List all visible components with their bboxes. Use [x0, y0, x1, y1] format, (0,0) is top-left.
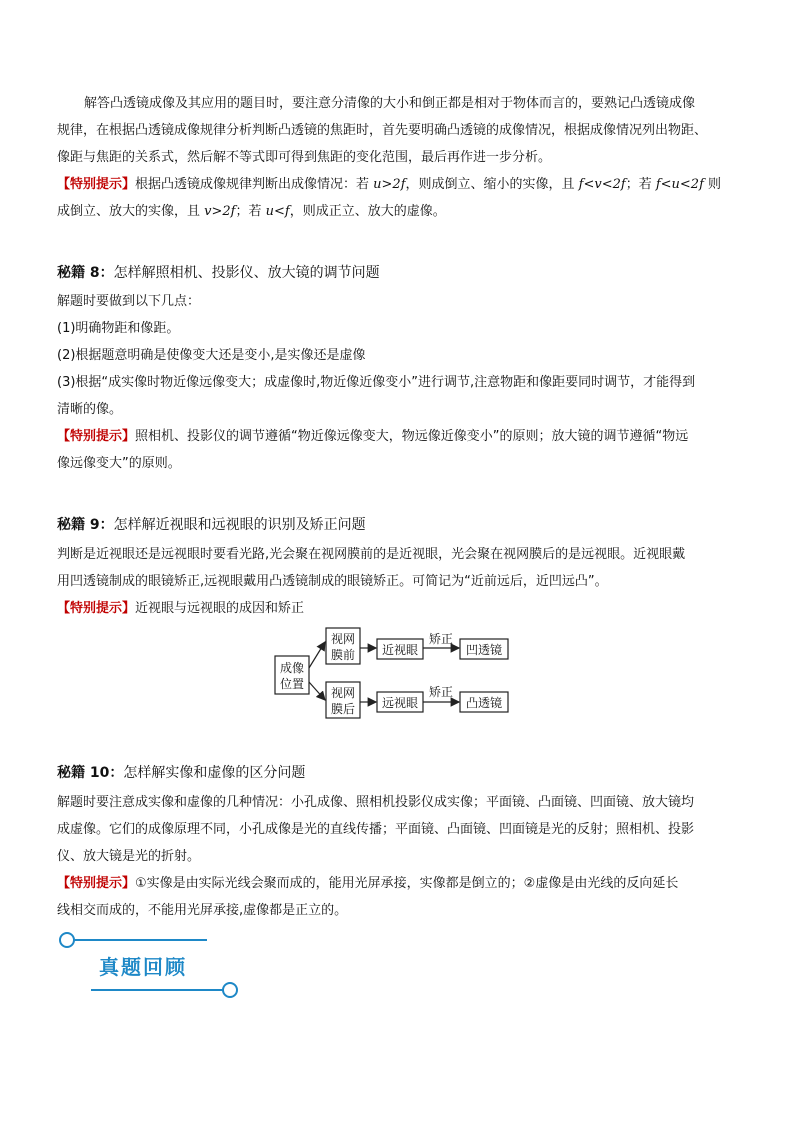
banner-circle-right	[223, 983, 237, 997]
hyperopia-label: 远视眼	[381, 696, 419, 710]
section-number: 秘籍 9：	[57, 517, 114, 533]
sec8-line-5: 清晰的像。	[57, 402, 123, 417]
tip-text: 根据凸透镜成像规律判断出成像情况：若	[135, 177, 374, 192]
tip-label: 【特别提示】	[57, 177, 136, 192]
sec10-line-3: 仪、放大镜是光的折射。	[57, 849, 201, 864]
section-10-heading	[57, 762, 305, 784]
sec9-tip-line-1	[57, 595, 747, 622]
section-8-body	[57, 288, 747, 477]
section-8-heading	[57, 262, 380, 284]
section-10-body	[57, 789, 747, 924]
section-title: 怎样解实像和虚像的区分问题	[123, 765, 306, 781]
section-title: 怎样解近视眼和远视眼的识别及矫正问题	[113, 517, 366, 533]
tip-label: 【特别提示】	[57, 601, 136, 616]
math-expr: f<v<2f	[578, 177, 626, 192]
sec8-tip-line-1	[57, 423, 747, 450]
tip-text: 则	[703, 177, 722, 192]
intro-line-2: 规律，在根据凸透镜成像规律分析判断凸透镜的焦距时，首先要明确凸透镜的成像情况，根据成像情况列出物距、	[57, 123, 708, 138]
tip-label: 【特别提示】	[57, 429, 136, 444]
tip-label: 【特别提示】	[57, 876, 136, 891]
sec8-line-2: (1)明确物距和像距。	[57, 321, 180, 336]
sec8-line-1: 解题时要做到以下几点：	[57, 294, 201, 309]
concave-label: 凹透镜	[465, 643, 503, 657]
intro-line-3: 像距与焦距的关系式，然后解不等式即可得到焦距的变化范围，最后再作进一步分析。	[57, 150, 552, 165]
banner-circle-left	[60, 933, 74, 947]
math-expr: f<u<2f	[655, 177, 704, 192]
section-9-heading	[57, 514, 366, 536]
sec10-tip-line-2: 线相交而成的，不能用光屏承接,虚像都是正立的。	[57, 903, 348, 918]
review-banner	[55, 926, 245, 1002]
tip-text: 照相机、投影仪的调节遵循“物近像远像变大，物远像近像变小”的原则；放大镜的调节遵循“物远	[135, 429, 689, 444]
front-label-top: 视网	[330, 632, 356, 646]
myopia-label: 近视眼	[381, 643, 419, 657]
tip-text: ，则成倒立、缩小的实像，且	[405, 177, 579, 192]
tip-text: ；若	[625, 177, 656, 192]
arrow-to-front	[309, 642, 325, 668]
intro-paragraph	[57, 90, 747, 117]
sec9-line-1: 判断是近视眼还是远视眼时要看光路,光会聚在视网膜前的是近视眼，光会聚在视网膜后的是远视眼。近视眼戴	[57, 547, 686, 562]
sec10-line-1: 解题时要注意成实像和虚像的几种情况：小孔成像、照相机投影仪成实像；平面镜、凸面镜、凹面镜、放大镜均	[57, 795, 695, 810]
section-number: 秘籍 8：	[57, 265, 114, 281]
correct-label-1: 矫正	[428, 632, 454, 646]
sec10-tip-line-1	[57, 870, 747, 897]
math-expr: v>2f	[204, 204, 236, 219]
tip-text: ①实像是由实际光线会聚而成的，能用光屏承接，实像都是倒立的；②虚像是由光线的反向延长	[135, 876, 679, 891]
section-9-body	[57, 541, 747, 622]
back-label-bottom: 膜后	[330, 702, 356, 716]
tip-text: 成倒立、放大的实像，且	[57, 204, 205, 219]
section-number: 秘籍 10：	[57, 765, 124, 781]
arrow-to-back	[309, 682, 325, 700]
sec9-line-2: 用凹透镜制成的眼镜矫正,远视眼戴用凸透镜制成的眼镜矫正。可简记为“近前远后，近凹远凸”。	[57, 574, 608, 589]
sec8-line-4: (3)根据“成实像时物近像远像变大；成虚像时,物近像近像变小”进行调节,注意物距和像距要同时调节，才能得到	[57, 375, 696, 390]
tip-text: ，则成正立、放大的虚像。	[289, 204, 446, 219]
sec8-tip-line-2: 像远像变大”的原则。	[57, 456, 181, 471]
intro-tip-line-1	[57, 171, 747, 198]
eye-correction-diagram	[273, 624, 513, 720]
tip-text: 近视眼与远视眼的成因和矫正	[135, 601, 305, 616]
section-title: 怎样解照相机、投影仪、放大镜的调节问题	[113, 265, 380, 281]
math-expr: u<f	[265, 204, 290, 219]
banner-title: 真题回顾	[99, 955, 187, 979]
correct-label-2: 矫正	[428, 685, 454, 699]
tip-text: ；若	[235, 204, 266, 219]
sec8-line-3: (2)根据题意明确是使像变大还是变小,是实像还是虚像	[57, 348, 366, 363]
convex-label: 凸透镜	[465, 696, 503, 710]
intro-tip	[57, 171, 747, 225]
front-label-bottom: 膜前	[330, 648, 356, 662]
root-label-bottom: 位置	[279, 677, 305, 691]
back-label-top: 视网	[330, 686, 356, 700]
intro-tip-line-2	[57, 198, 747, 225]
root-label-top: 成像	[279, 661, 305, 675]
sec10-line-2: 成虚像。它们的成像原理不同，小孔成像是光的直线传播；平面镜、凸面镜、凹面镜是光的反射；照相机、投影	[57, 822, 695, 837]
intro-paragraph-cont	[57, 117, 747, 171]
intro-line-1: 解答凸透镜成像及其应用的题目时，要注意分清像的大小和倒正都是相对于物体而言的，要熟记凸透镜成像	[84, 96, 696, 111]
math-expr: u>2f	[373, 177, 406, 192]
